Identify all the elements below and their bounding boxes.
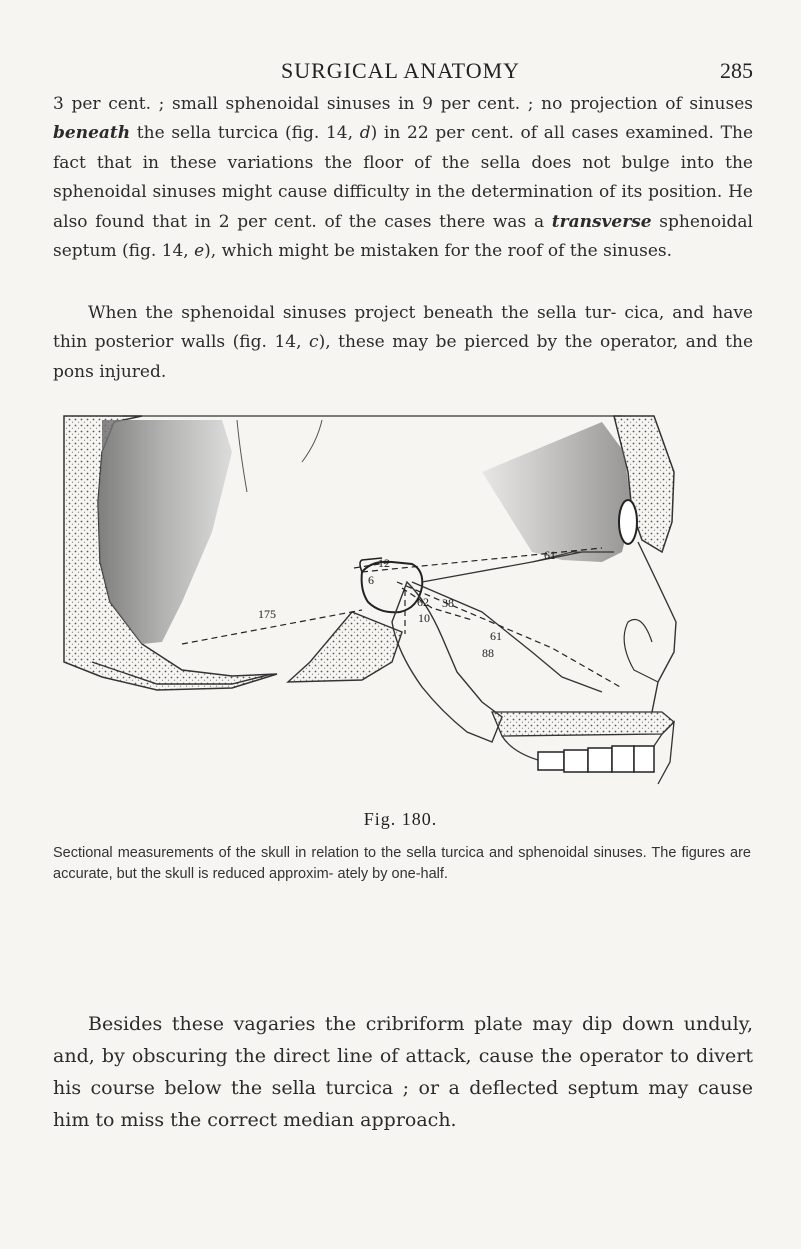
teeth-row — [538, 746, 654, 772]
measurement-lines — [182, 548, 622, 688]
text-run: When the sphenoidal sinuses project beneath the sella tur- cica, and have thin posterior walls (fig. 14, — [53, 303, 753, 353]
figure-caption-description: Sectional measurements of the skull in relation to the sella turcica and sphenoidal sinuses. The figures are accurate, but the skull is reduced approxim- ately by one-half. — [53, 845, 751, 882]
paragraph-2 — [53, 299, 753, 387]
label-175: 175 — [258, 607, 276, 621]
text-run: ), which might be mistaken for the roof of the sinuses. — [204, 241, 673, 262]
label-88: 88 — [482, 646, 494, 660]
page-number: 285 — [720, 58, 753, 83]
clivus — [288, 612, 402, 682]
emphasis-e: e — [194, 241, 205, 262]
label-61: 61 — [544, 548, 556, 562]
emphasis-transverse: transverse — [551, 211, 652, 232]
label-12: 12 — [378, 556, 390, 570]
paragraph-3: Besides these vagaries the cribriform plate may dip down unduly, and, by obscuring the direct line of attack, cause the operator to divert his course below the sella turcica ; or a deflected septum may cause him to miss the correct median approach. — [53, 1013, 753, 1131]
emphasis-c: c — [309, 332, 319, 353]
frontal-shading — [482, 422, 632, 562]
label-10: 10 — [418, 611, 430, 625]
emphasis-beneath: beneath — [53, 123, 131, 144]
text-run: the sella turcica (fig. 14, — [130, 123, 360, 144]
label-38: 38 — [442, 596, 454, 610]
running-head: SURGICAL ANATOMY — [280, 58, 521, 83]
text-run: 3 per cent. ; small sphenoidal sinuses in 9 per cent. ; no projection of sinuses — [53, 94, 753, 114]
figure-caption-title: Fig. 180. — [363, 809, 438, 829]
label-61b: 61 — [490, 629, 502, 643]
page-header — [0, 58, 801, 92]
label-62: 62 — [417, 595, 429, 609]
occipital-shading — [98, 420, 232, 644]
label-6: 6 — [368, 573, 374, 587]
text-run: ), these may be pierced by the operator, and the pons injured. — [53, 332, 754, 382]
emphasis-d: d — [359, 123, 371, 144]
palate — [492, 712, 674, 736]
paragraph-1 — [53, 90, 753, 266]
skull-section-figure — [62, 412, 682, 788]
text-run: sphenoidal septum (fig. 14, — [53, 211, 753, 262]
text-run: ) in 22 per cent. of all cases examined. The fact that in these variations the floor of the sella does not bulge into the sphenoidal sinuses might cause difficulty in the determination of its position. He also found that in 2 per cent. of the cases there was a — [53, 123, 754, 232]
frontal-sinus — [619, 500, 637, 544]
